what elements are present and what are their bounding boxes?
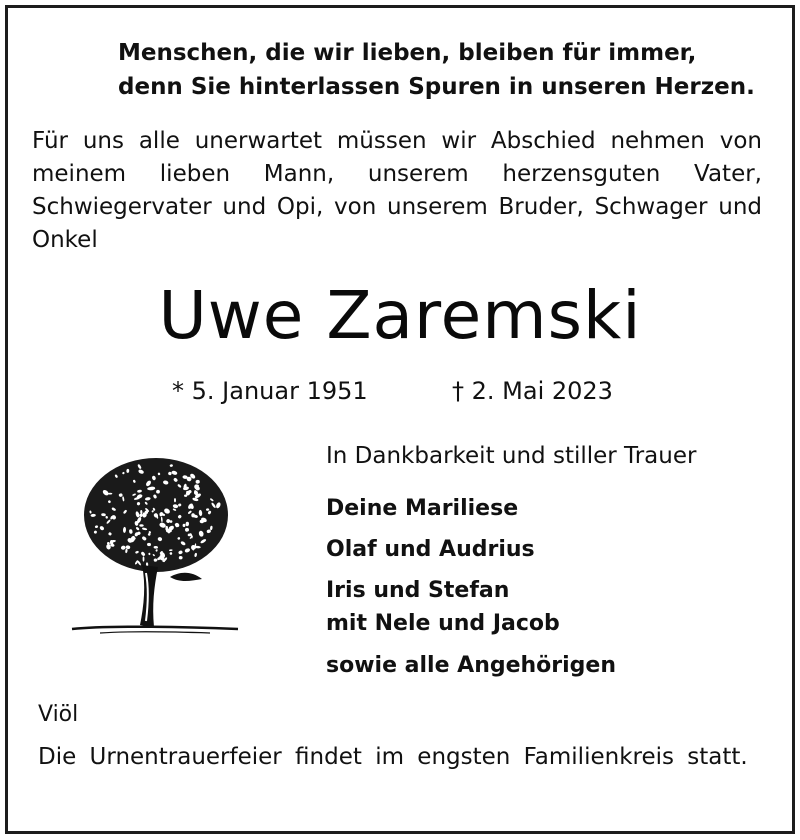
birth-date: * 5. Januar 1951 <box>172 377 368 405</box>
motto-line-2: denn Sie hinterlassen Spuren in unseren Herzen. <box>118 74 755 100</box>
signer-2: Olaf und Audrius <box>326 537 535 562</box>
signer-5: sowie alle Angehörigen <box>326 653 617 678</box>
signer-4: mit Nele und Jacob <box>326 611 560 636</box>
ceremony-note: Die Urnentrauerfeier findet im engsten Familienkreis statt. <box>38 744 748 770</box>
motto-line-1: Menschen, die wir lieben, bleiben für immer, <box>118 40 697 66</box>
death-date: † 2. Mai 2023 <box>452 377 613 405</box>
motto <box>118 36 758 104</box>
signer-3: Iris und Stefan <box>326 578 510 603</box>
deceased-name: Uwe Zaremski <box>158 277 642 354</box>
intro-text: Für uns alle unerwartet müssen wir Abschied nehmen von meinem lieben Mann, unserem herzensguten Vater, Schwiegervater und Opi, von unserem Bruder, Schwager und Onkel <box>32 128 762 253</box>
place: Viöl <box>38 702 79 727</box>
thanks-line: In Dankbarkeit und stiller Trauer <box>326 443 697 469</box>
signer-1: Deine Mariliese <box>326 496 519 521</box>
tree-icon <box>70 455 245 640</box>
